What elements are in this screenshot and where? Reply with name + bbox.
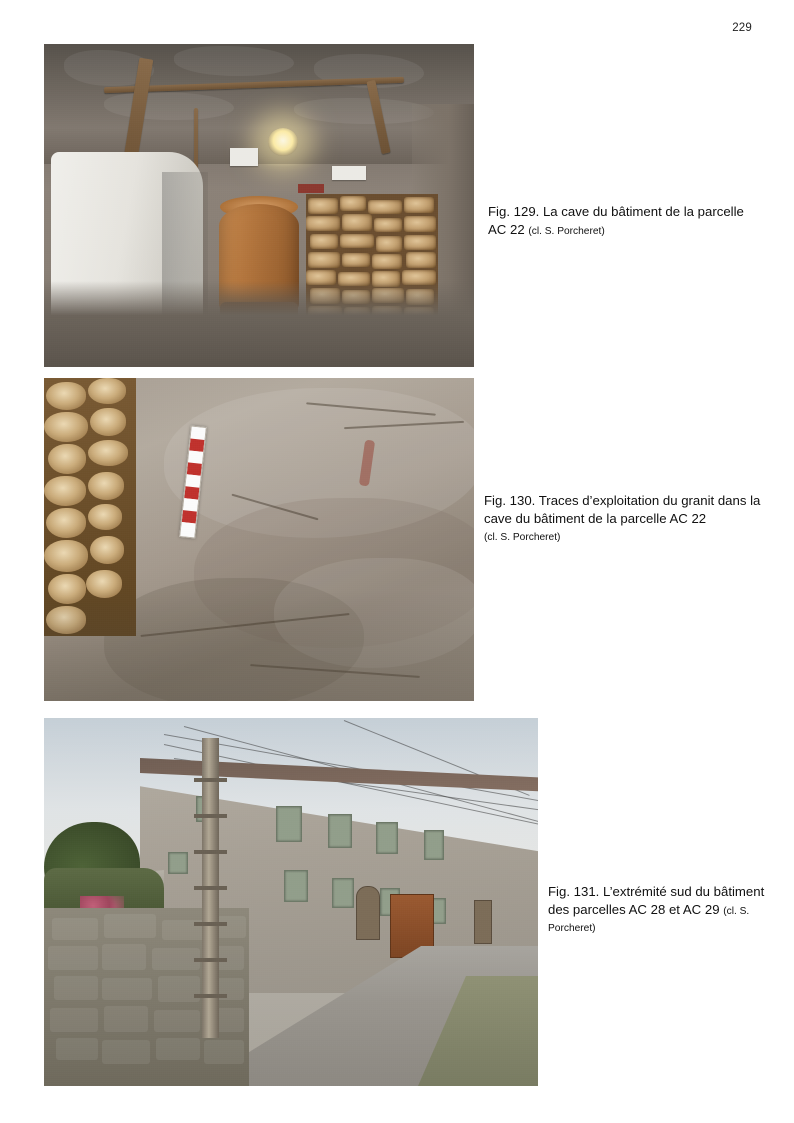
figure-130-photo: [44, 378, 474, 701]
figure-130-caption: [484, 492, 784, 545]
window: [376, 822, 398, 854]
figure-129-caption-credit: (cl. S. Porcheret): [528, 225, 605, 237]
window: [328, 814, 352, 848]
window: [424, 830, 444, 860]
posted-note: [332, 166, 366, 180]
figure-131-caption: [548, 883, 786, 936]
window: [284, 870, 308, 902]
posted-note: [230, 148, 258, 166]
figure-129-caption-text: Fig. 129. La cave du bâtiment de la parcelle AC 22: [488, 204, 744, 237]
window: [332, 878, 354, 908]
figure-131-caption-text: Fig. 131. L’extrémité sud du bâtiment des parcelles AC 28 et AC 29: [548, 884, 765, 917]
page-number: 229: [732, 22, 752, 34]
window: [276, 806, 302, 842]
red-marker: [298, 184, 324, 193]
floor-shadow: [44, 591, 474, 701]
arched-door: [356, 886, 380, 940]
cellar-floor: [44, 281, 474, 367]
light-bulb: [268, 128, 298, 156]
figure-129-photo: [44, 44, 474, 367]
figure-130-caption-credit: (cl. S. Porcheret): [484, 532, 561, 544]
door: [474, 900, 492, 944]
figure-131-caption-credit: (cl. S. Porcheret): [548, 905, 750, 935]
figure-129-caption: [488, 203, 758, 238]
window: [168, 852, 188, 874]
figure-130-caption-text: Fig. 130. Traces d’exploitation du granit dans la cave du bâtiment de la parcelle AC 22: [484, 493, 761, 526]
figure-131-photo: [44, 718, 538, 1086]
